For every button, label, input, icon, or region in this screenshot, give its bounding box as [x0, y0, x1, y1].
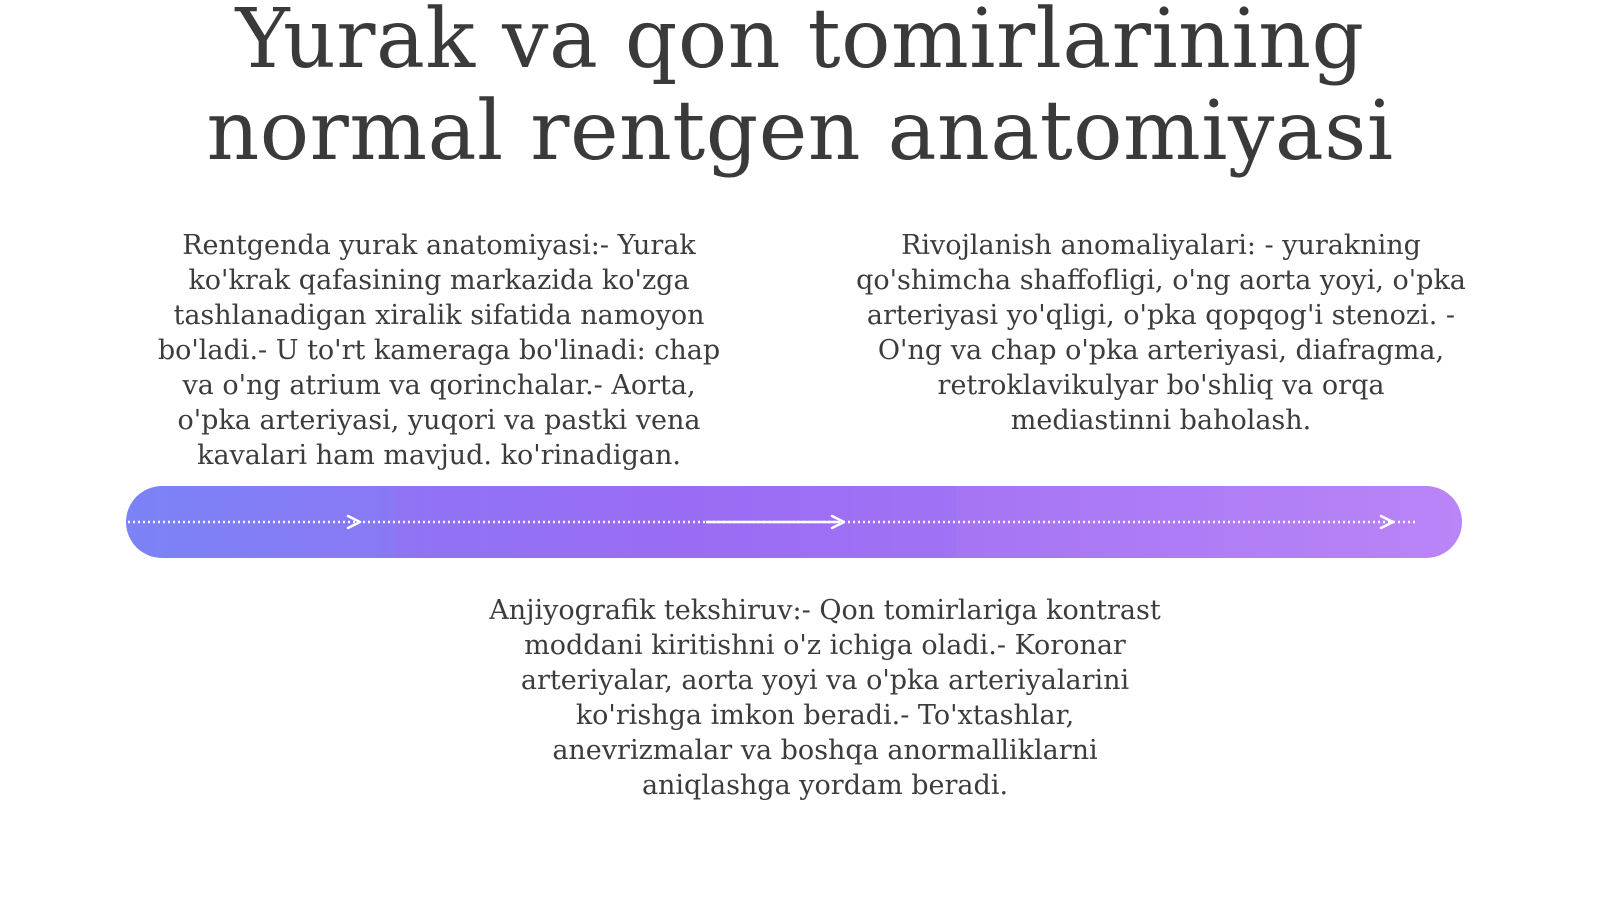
text-block-xray-anatomy	[139, 228, 739, 473]
text-line: ko'rishga imkon beradi.- To'xtashlar,	[575, 700, 1075, 731]
text-line: bo'ladi.- U to'rt kameraga bo'linadi: chap	[157, 335, 721, 366]
text-line: tashlanadigan xiralik sifatida namoyon	[173, 300, 705, 331]
text-line: moddani kiritishni o'z ichiga oladi.- Koronar	[524, 630, 1126, 661]
text-line: Anjiyografik tekshiruv:- Qon tomirlariga kontrast	[489, 595, 1161, 626]
text-line: arteriyalar, aorta yoyi va o'pka arteriyalarini	[520, 665, 1130, 696]
text-line: aniqlashga yordam beradi.	[641, 770, 1009, 801]
text-line: kavalari ham mavjud. ko'rinadigan.	[197, 440, 681, 471]
text-line: o'pka arteriyasi, yuqori va pastki vena	[177, 405, 701, 436]
text-line: va o'ng atrium va qorinchalar.- Aorta,	[182, 370, 696, 401]
text-line: qo'shimcha shaffofligi, o'ng aorta yoyi, o'pka	[856, 265, 1466, 296]
text-line: O'ng va chap o'pka arteriyasi, diafragma,	[877, 335, 1445, 366]
timeline-bar	[126, 486, 1462, 558]
text-line: mediastinni baholash.	[1010, 405, 1312, 436]
title-line-2: normal rentgen anatomiyasi	[206, 84, 1394, 179]
text-line: ko'krak qafasining markazida ko'zga	[188, 265, 690, 296]
text-line: Rivojlanish anomaliyalari: - yurakning	[901, 230, 1421, 261]
page-title	[0, 0, 1600, 178]
text-line: arteriyasi yo'qligi, o'pka qopqog'i stenozi. -	[866, 300, 1456, 331]
text-line: anevrizmalar va boshqa anormalliklarni	[552, 735, 1098, 766]
text-block-angiography	[450, 593, 1200, 803]
text-block-anomalies	[836, 228, 1486, 438]
text-line: Rentgenda yurak anatomiyasi:- Yurak	[182, 230, 696, 261]
text-line: retroklavikulyar bo'shliq va orqa	[937, 370, 1385, 401]
title-line-1: Yurak va qon tomirlarining	[235, 0, 1365, 87]
